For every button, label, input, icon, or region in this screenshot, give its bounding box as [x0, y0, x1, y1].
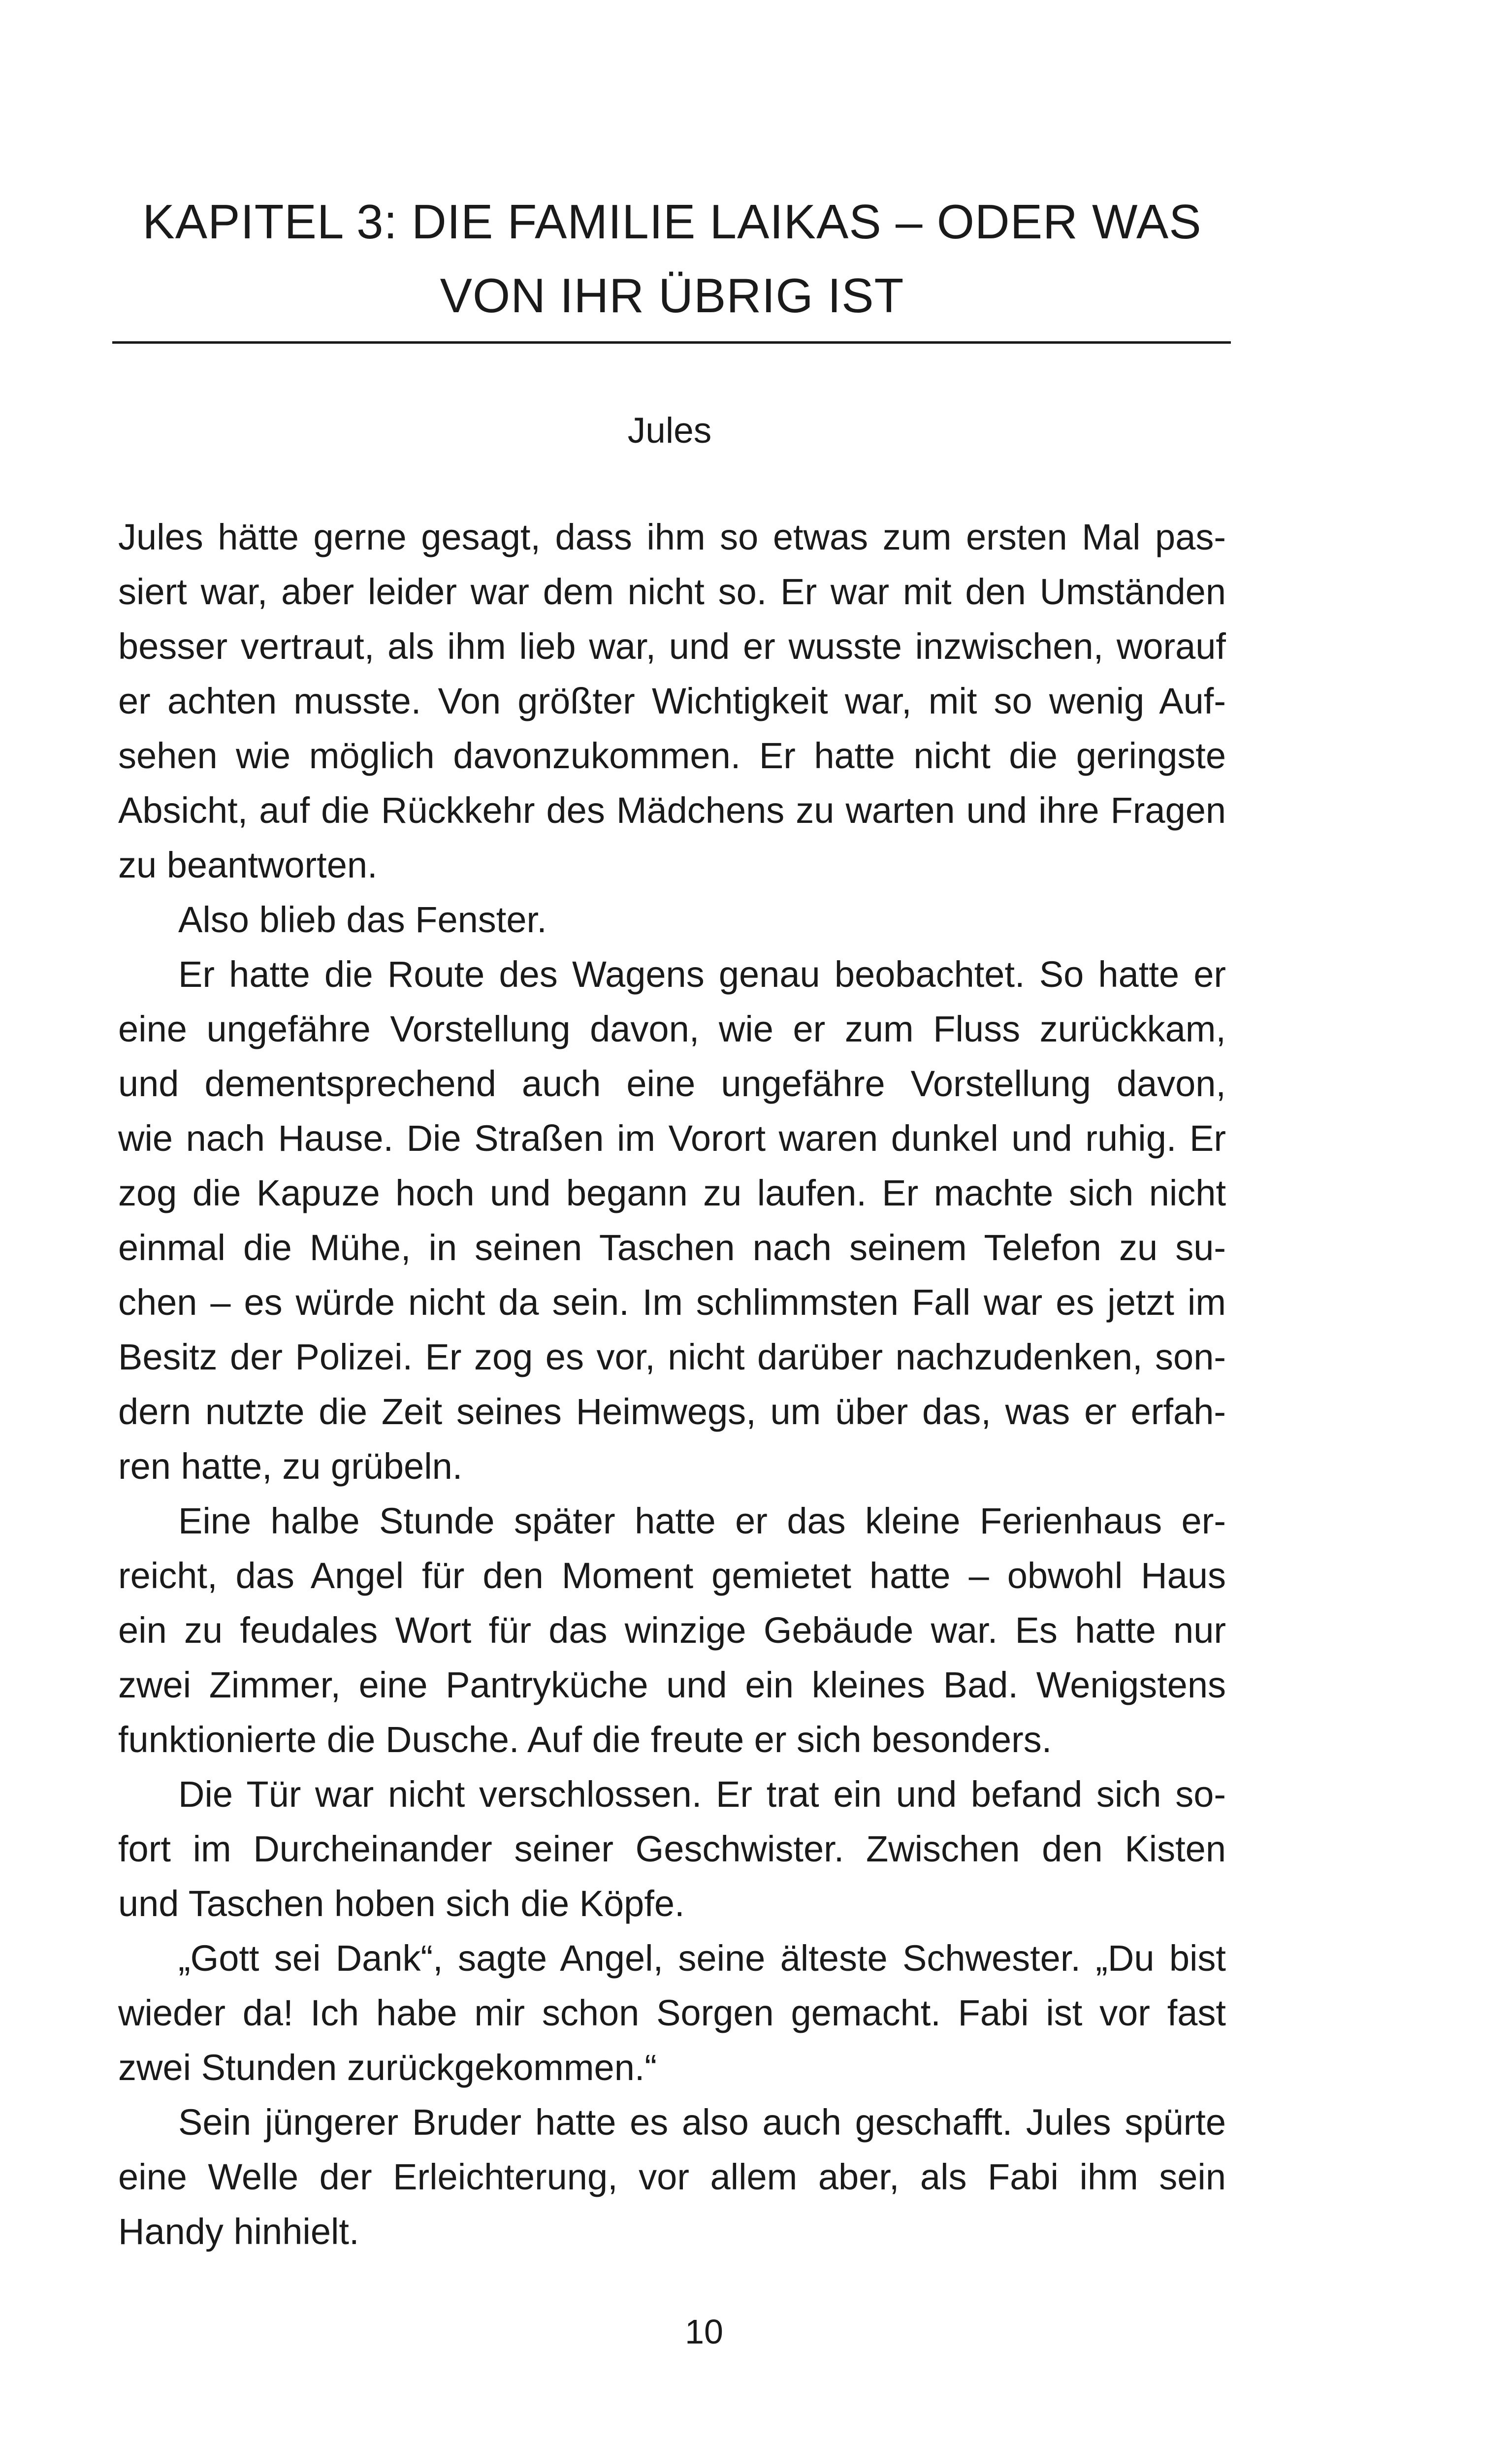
text-line: siert war, aber leider war dem nicht so. Er war mit den Umständen — [118, 571, 1226, 612]
text-line: funktionierte die Dusche. Auf die freute er sich besonders. — [118, 1719, 1052, 1760]
text-line: eine Welle der Erleichterung, vor allem aber, als Fabi ihm sein — [118, 2156, 1226, 2197]
chapter-title — [113, 185, 1231, 332]
text-line: ren hatte, zu grübeln. — [118, 1446, 463, 1487]
text-line: und Taschen hoben sich die Köpfe. — [118, 1883, 685, 1924]
chapter-title-line: KAPITEL 3: DIE FAMILIE LAIKAS – ODER WAS — [142, 195, 1202, 249]
text-line: Die Tür war nicht verschlossen. Er trat ein und befand sich so- — [178, 1774, 1226, 1815]
text-line: wieder da! Ich habe mir schon Sorgen gemacht. Fabi ist vor fast — [118, 1992, 1226, 2033]
title-divider — [112, 341, 1231, 344]
text-line: reicht, das Angel für den Moment gemietet hatte – obwohl Haus — [118, 1555, 1226, 1596]
body-text — [118, 510, 1226, 2259]
section-heading: Jules — [627, 411, 712, 451]
text-line: einmal die Mühe, in seinen Taschen nach seinem Telefon zu su- — [118, 1227, 1226, 1268]
text-line: dern nutzte die Zeit seines Heimwegs, um über das, was er erfah- — [118, 1391, 1226, 1432]
text-line: zwei Stunden zurückgekommen.“ — [118, 2047, 657, 2088]
text-line: „Gott sei Dank“, sagte Angel, seine älteste Schwester. „Du bist — [178, 1938, 1226, 1979]
text-line: wie nach Hause. Die Straßen im Vorort waren dunkel und ruhig. Er — [118, 1118, 1226, 1159]
page-number: 10 — [685, 2313, 723, 2351]
text-line: Er hatte die Route des Wagens genau beobachtet. So hatte er — [178, 954, 1226, 995]
text-line: Absicht, auf die Rückkehr des Mädchens zu warten und ihre Fragen — [118, 790, 1226, 831]
text-line: zu beantworten. — [118, 845, 378, 885]
text-line: Sein jüngerer Bruder hatte es also auch geschafft. Jules spürte — [178, 2102, 1226, 2143]
text-line: besser vertraut, als ihm lieb war, und er wusste inzwischen, worauf — [118, 626, 1226, 667]
text-line: und dementsprechend auch eine ungefähre Vorstellung davon, — [118, 1063, 1226, 1104]
text-line: Also blieb das Fenster. — [178, 899, 547, 940]
text-line: er achten musste. Von größter Wichtigkeit war, mit so wenig Auf- — [118, 681, 1226, 721]
text-line: zog die Kapuze hoch und begann zu laufen. Er machte sich nicht — [118, 1173, 1226, 1213]
text-line: chen – es würde nicht da sein. Im schlimmsten Fall war es jetzt im — [118, 1282, 1226, 1323]
text-line: zwei Zimmer, eine Pantryküche und ein kleines Bad. Wenigstens — [118, 1664, 1226, 1705]
text-line: Eine halbe Stunde später hatte er das kleine Ferienhaus er- — [178, 1500, 1226, 1541]
text-line: ein zu feudales Wort für das winzige Gebäude war. Es hatte nur — [118, 1610, 1226, 1651]
text-line: Besitz der Polizei. Er zog es vor, nicht darüber nachzudenken, son- — [118, 1336, 1226, 1377]
text-line: Handy hinhielt. — [118, 2211, 359, 2252]
text-line: fort im Durcheinander seiner Geschwister. Zwischen den Kisten — [118, 1828, 1226, 1869]
text-line: eine ungefähre Vorstellung davon, wie er zum Fluss zurückkam, — [118, 1009, 1226, 1049]
text-line: sehen wie möglich davonzukommen. Er hatte nicht die geringste — [118, 735, 1226, 776]
text-line: Jules hätte gerne gesagt, dass ihm so etwas zum ersten Mal pas- — [118, 517, 1226, 557]
chapter-title-line: VON IHR ÜBRIG IST — [440, 268, 904, 323]
